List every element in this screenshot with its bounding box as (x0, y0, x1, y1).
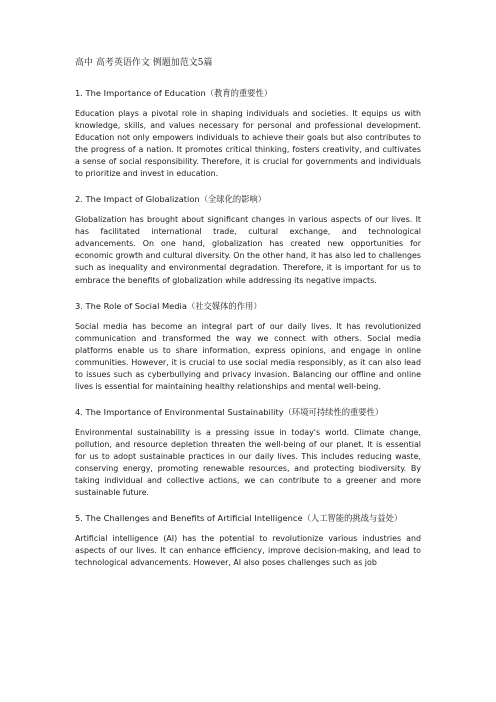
section-body: Artificial intelligence (AI) has the potential to revolutionize various industries and aspects of our lives. It can enhance efficiency, improve decision-making, and lead to technological advancements. However, AI also poses challenges such as job (75, 534, 421, 568)
section-heading-cn: （人工智能的挑战与益处） (302, 513, 403, 524)
section-heading-cn: （环境可持续性的重要性） (283, 406, 384, 417)
essay-section-5 (75, 512, 421, 569)
section-body: Social media has become an integral part of our daily lives. It has revolutionized communication and transformed the way we connect with others. Social media platforms enable us to share information, express opinions, and engage in online communities. However, it is crucial to use social media responsibly, as it can also lead to issues such as cyberbullying and privacy invasion. Balancing our offline and online lives is essential for maintaining healthy relationships and mental well-being. (75, 321, 421, 391)
section-heading-cn: （社交媒体的作用） (186, 300, 262, 311)
section-heading-cn: （教育的重要性） (205, 88, 273, 98)
section-heading-cn: （全球化的影响） (199, 194, 267, 205)
essay-section-1 (75, 87, 421, 180)
section-body: Globalization has brought about significant changes in various aspects of our lives. It has facilitated international trade, cultural exchange, and technological advancements. On one hand, globalization has created new opportunities for economic growth and cultural diversity. On the other hand, it has also led to challenges such as inequality and environmental degradation. Therefore, it is important for us to embrace the benefits of globalization while addressing its negative impacts. (75, 215, 421, 285)
section-heading (75, 512, 421, 524)
section-heading (75, 300, 421, 312)
section-heading-en: 1. The Importance of Education (75, 88, 206, 98)
document-title: 高中 高考英语作文 例题加范文5篇 (75, 58, 213, 68)
section-heading (75, 406, 421, 418)
section-body: Education plays a pivotal role in shaping individuals and societies. It equips us with knowledge, skills, and values necessary for personal and professional development. Education not only empowers individuals to achieve their goals but also contributes to the progress of a nation. It promotes critical thinking, fosters creativity, and cultivates a sense of social responsibility. Therefore, it is crucial for governments and individuals to prioritize and invest in education. (75, 109, 421, 179)
essay-section-2 (75, 193, 421, 286)
section-heading-en: 4. The Importance of Environmental Sustainability (75, 406, 284, 417)
section-heading (75, 193, 421, 205)
section-heading-en: 5. The Challenges and Benefits of Artificial Intelligence (75, 513, 303, 524)
essay-section-4 (75, 406, 421, 499)
section-heading (75, 87, 421, 99)
section-heading-en: 3. The Role of Social Media (75, 300, 187, 311)
essay-section-3 (75, 300, 421, 393)
section-heading-en: 2. The Impact of Globalization (75, 194, 200, 205)
section-body: Environmental sustainability is a pressing issue in today's world. Climate change, pollution, and resource depletion threaten the well-being of our planet. It is essential for us to adopt sustainable practices in our daily lives. This includes reducing waste, conserving energy, promoting renewable resources, and protecting biodiversity. By taking individual and collective actions, we can contribute to a greener and more sustainable future. (75, 427, 421, 498)
